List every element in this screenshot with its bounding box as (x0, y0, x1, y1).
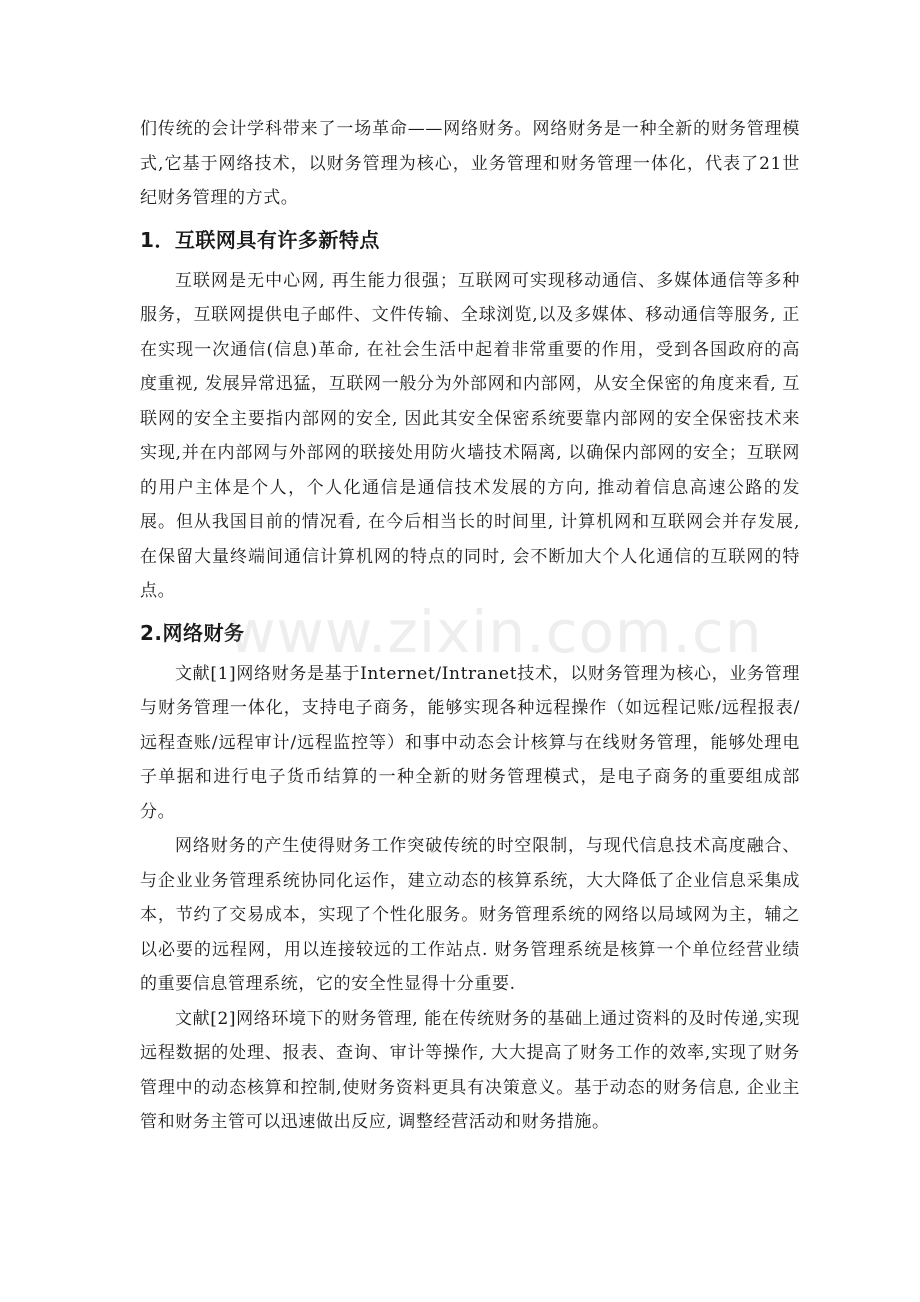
section-heading-network-finance: 2.网络财务 (140, 620, 245, 645)
document-body (140, 112, 800, 1140)
section-heading-internet-features: 1．互联网具有许多新特点 (140, 227, 380, 252)
internet-features-paragraph: 互联网是无中心网, 再生能力很强；互联网可实现移动通信、多媒体通信等多种服务，互联网提供电子邮件、文件传输、全球浏览,以及多媒体、移动通信等服务, 正在实现一次通信(信息)革命, 在社会生活中起着非常重要的作用，受到各国政府的高度重视, 发展异常迅猛，互联网一般分为外部网和内部网，从安全保密的角度来看, 互联网的安全主要指内部网的安全, 因此其安全保密系统要靠内部网的安全保密技术来实现,并在内部网与外部网的联接处用防火墙技术隔离, 以确保内部网的安全；互联网的用户主体是个人，个人化通信是通信技术发展的方向, 推动着信息高速公路的发展。但从我国目前的情况看, 在今后相当长的时间里, 计算机网和互联网会并存发展, 在保留大量终端间通信计算机网的特点的同时, 会不断加大个人化通信的互联网的特点。 (140, 270, 801, 601)
watermark: www.zixin.com.cn (228, 598, 763, 666)
network-finance-paragraph-2: 网络财务的产生使得财务工作突破传统的时空限制，与现代信息技术高度融合、与企业业务管理系统协同化运作，建立动态的核算系统，大大降低了企业信息采集成本，节约了交易成本，实现了个性化服务。财务管理系统的网络以局域网为主，辅之以必要的远程网，用以连接较远的工作站点. 财务管理系统是核算一个单位经营业绩的重要信息管理系统，它的安全性显得十分重要. (140, 836, 800, 994)
network-finance-paragraph-3: 文献[2]网络环境下的财务管理, 能在传统财务的基础上通过资料的及时传递,实现远程数据的处理、报表、查询、审计等操作, 大大提高了财务工作的效率,实现了财务管理中的动态核算和控制,使财务资料更具有决策意义。基于动态的财务信息, 企业主管和财务主管可以迅速做出反应, 调整经营活动和财务措施。 (140, 1008, 801, 1132)
intro-paragraph: 们传统的会计学科带来了一场革命——网络财务。网络财务是一种全新的财务管理模式,它基于网络技术，以财务管理为核心，业务管理和财务管理一体化，代表了21世纪财务管理的方式。 (140, 119, 800, 208)
network-finance-paragraph-1: 文献[1]网络财务是基于Internet/Intranet技术，以财务管理为核心，业务管理与财务管理一体化，支持电子商务，能够实现各种远程操作（如远程记账/远程报表/远程查账/远程审计/远程监控等）和事中动态会计核算与在线财务管理，能够处理电子单据和进行电子货币结算的一种全新的财务管理模式，是电子商务的重要组成部分。 (140, 663, 800, 822)
